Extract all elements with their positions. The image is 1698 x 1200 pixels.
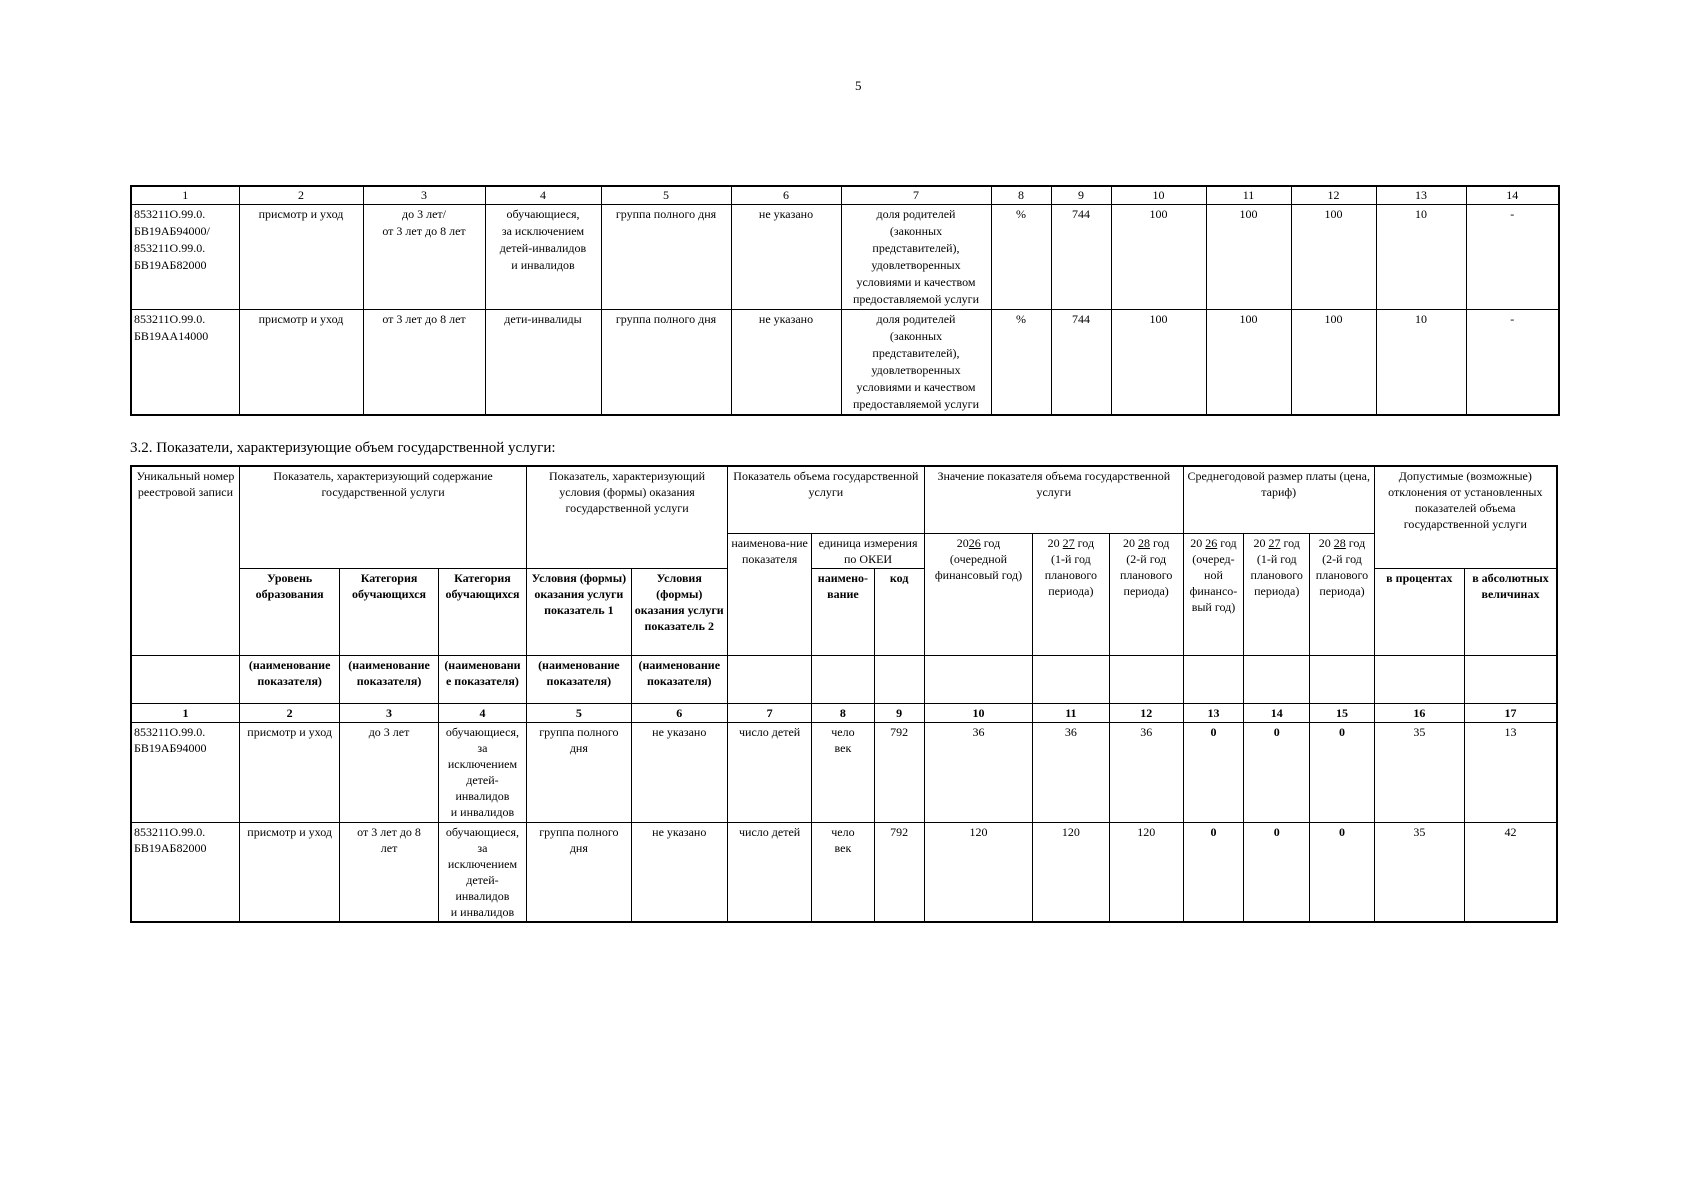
name-indicator-label: (наименование показателя) (631, 655, 727, 703)
name-indicator-label: (наименование показателя) (527, 655, 631, 703)
name-indicator-label (131, 655, 239, 703)
content-cell: присмотр и уход (239, 822, 339, 922)
unit-name-cell: чело век (812, 722, 874, 822)
fee3-number: 28 (1333, 535, 1346, 550)
avg-fee-header: Среднегодовой размер платы (цена, тариф) (1183, 466, 1374, 533)
unit-name-header: наимено-вание (812, 568, 874, 655)
unit-okei-header: единица измерения по ОКЕИ (812, 533, 924, 568)
empty-cell (1310, 655, 1374, 703)
volume-indicators-table (130, 465, 1558, 923)
col-num: 17 (1465, 703, 1558, 722)
fee-cell: 0 (1244, 822, 1310, 922)
col-num: 1 (131, 186, 239, 205)
age-cell: до 3 лет/ от 3 лет до 8 лет (363, 205, 485, 310)
value-cell: 100 (1206, 205, 1291, 310)
col-num: 11 (1033, 703, 1109, 722)
page-number: 5 (855, 78, 862, 93)
fee1-header (1183, 533, 1243, 655)
col-num: 14 (1466, 186, 1559, 205)
fee2-suffix: год (1283, 535, 1300, 550)
col-num: 13 (1376, 186, 1466, 205)
fee1-suffix: год (1220, 535, 1237, 550)
col-num: 4 (438, 703, 526, 722)
volume-indicator-header: Показатель объема государственной услуги (727, 466, 924, 533)
content-cell: присмотр и уход (239, 722, 339, 822)
deviation-abs-cell: 42 (1465, 822, 1558, 922)
empty-cell (812, 655, 874, 703)
category2-header: Категория обучающихся (438, 568, 526, 655)
unit-code-header: код (874, 568, 924, 655)
year3-prefix: 20 (1122, 535, 1135, 550)
condition-cell: группа полного дня (527, 822, 631, 922)
condition2-cell: не указано (631, 722, 727, 822)
year1-number: 26 (968, 535, 981, 550)
year1-prefix: 20 (956, 535, 969, 550)
empty-cell (874, 655, 924, 703)
fee3-prefix: 20 (1318, 535, 1331, 550)
fee1-desc: (очеред-ной финансо-вый год) (1189, 551, 1238, 614)
value-cell: 100 (1291, 310, 1376, 416)
col-num: 13 (1183, 703, 1243, 722)
table-row (131, 205, 1559, 310)
content-cell: присмотр и уход (239, 310, 363, 416)
condition2-cell: не указано (731, 310, 841, 416)
category-cell: дети-инвалиды (485, 310, 601, 416)
empty-cell (1183, 655, 1243, 703)
value-cell: 120 (924, 822, 1032, 922)
year2-desc: (1-й год планового периода) (1044, 551, 1098, 598)
col-num: 5 (527, 703, 631, 722)
category-cell: обучающиеся, за исключением детей- инвалидов и инвалидов (438, 822, 526, 922)
volume-value-header: Значение показателя объема государственной услуги (924, 466, 1183, 533)
fee-cell: 0 (1183, 722, 1243, 822)
age-cell: от 3 лет до 8 лет (340, 822, 438, 922)
col-num: 4 (485, 186, 601, 205)
indicator-name-cell: число детей (727, 822, 811, 922)
empty-cell (1465, 655, 1558, 703)
condition-cell: группа полного дня (527, 722, 631, 822)
year2-header (1033, 533, 1109, 655)
col-num: 3 (363, 186, 485, 205)
col-num: 6 (631, 703, 727, 722)
year3-suffix: год (1152, 535, 1170, 550)
unit-code-cell: 792 (874, 722, 924, 822)
condition2-cell: не указано (731, 205, 841, 310)
unit-code-cell: 792 (874, 822, 924, 922)
deviation-pct-cell: 10 (1376, 310, 1466, 416)
fee2-desc: (1-й год планового периода) (1250, 551, 1303, 598)
column-numbers-row (131, 703, 1557, 722)
empty-cell (1109, 655, 1183, 703)
col-num: 16 (1374, 703, 1464, 722)
column-numbers-row (131, 186, 1559, 205)
registry-code: 853211О.99.0. БВ19АБ94000 (131, 722, 239, 822)
col-num: 7 (727, 703, 811, 722)
age-cell: от 3 лет до 8 лет (363, 310, 485, 416)
year3-number: 28 (1137, 535, 1150, 550)
condition-cell: группа полного дня (601, 310, 731, 416)
empty-cell (727, 655, 811, 703)
allowed-deviation-header: Допустимые (возможные) отклонения от установленных показателей объема государственной услуги (1374, 466, 1557, 533)
fee2-header (1244, 533, 1310, 655)
name-indicator-label: (наименование показателя) (340, 655, 438, 703)
condition2-header: Условия (формы) оказания услуги показатель 2 (631, 568, 727, 655)
col-num: 6 (731, 186, 841, 205)
quality-indicators-table (130, 185, 1560, 416)
level-header: Уровень образования (239, 568, 339, 655)
section-title: 3.2. Показатели, характеризующие объем государственной услуги: (130, 440, 556, 456)
unit-name-cell: чело век (812, 822, 874, 922)
okei-cell: 744 (1051, 310, 1111, 416)
empty-cell (1033, 655, 1109, 703)
col-num: 9 (874, 703, 924, 722)
value-cell: 100 (1291, 205, 1376, 310)
indicator-name-cell: число детей (727, 722, 811, 822)
age-cell: до 3 лет (340, 722, 438, 822)
col-num: 5 (601, 186, 731, 205)
header-row (131, 466, 1557, 533)
name-indicator-label: (наименование показателя) (239, 655, 339, 703)
year2-suffix: год (1077, 535, 1095, 550)
fee-cell: 0 (1310, 722, 1374, 822)
col-num: 3 (340, 703, 438, 722)
fee-cell: 0 (1183, 822, 1243, 922)
unique-number-header: Уникальный номер реестровой записи (131, 466, 239, 655)
registry-code: 853211О.99.0. БВ19АБ82000 (131, 822, 239, 922)
col-num: 12 (1109, 703, 1183, 722)
col-num: 10 (924, 703, 1032, 722)
indicator-name-header: наименова-ние показателя (727, 533, 811, 655)
deviation-abs-cell: - (1466, 310, 1559, 416)
col-num: 10 (1111, 186, 1206, 205)
deviation-pct-cell: 35 (1374, 822, 1464, 922)
allowed-deviation-spacer (1374, 533, 1557, 568)
fee-cell: 0 (1244, 722, 1310, 822)
content-indicator-header: Показатель, характеризующий содержание государственной услуги (239, 466, 526, 568)
col-num: 2 (239, 186, 363, 205)
value-cell: 120 (1033, 822, 1109, 922)
value-cell: 36 (924, 722, 1032, 822)
category1-header: Категория обучающихся (340, 568, 438, 655)
table-row (131, 822, 1557, 922)
in-absolute-header: в абсолютных величинах (1465, 568, 1558, 655)
unit-cell: % (991, 205, 1051, 310)
header-row (131, 655, 1557, 703)
year3-desc: (2-й год планового периода) (1120, 551, 1173, 598)
deviation-pct-cell: 10 (1376, 205, 1466, 310)
col-num: 15 (1310, 703, 1374, 722)
fee-cell: 0 (1310, 822, 1374, 922)
category-cell: обучающиеся, за исключением детей- инвалидов и инвалидов (438, 722, 526, 822)
content-cell: присмотр и уход (239, 205, 363, 310)
indicator-cell: доля родителей (законных представителей), удовлетворенных условиями и качеством предоставляемой услуги (841, 310, 991, 416)
value-cell: 120 (1109, 822, 1183, 922)
value-cell: 100 (1206, 310, 1291, 416)
year1-suffix: год (983, 535, 1001, 550)
empty-cell (924, 655, 1032, 703)
conditions-indicator-header: Показатель, характеризующий условия (формы) оказания государственной услуги (527, 466, 728, 568)
registry-code: 853211О.99.0. БВ19АА14000 (131, 310, 239, 416)
fee3-header (1310, 533, 1374, 655)
condition1-header: Условия (формы) оказания услуги показатель 1 (527, 568, 631, 655)
col-num: 2 (239, 703, 339, 722)
year2-prefix: 20 (1047, 535, 1060, 550)
table-row (131, 722, 1557, 822)
fee2-prefix: 20 (1253, 535, 1266, 550)
fee1-prefix: 20 (1190, 535, 1203, 550)
col-num: 7 (841, 186, 991, 205)
empty-cell (1374, 655, 1464, 703)
okei-cell: 744 (1051, 205, 1111, 310)
col-num: 11 (1206, 186, 1291, 205)
col-num: 12 (1291, 186, 1376, 205)
deviation-abs-cell: 13 (1465, 722, 1558, 822)
in-percent-header: в процентах (1374, 568, 1464, 655)
indicator-cell: доля родителей (законных представителей), удовлетворенных условиями и качеством предоставляемой услуги (841, 205, 991, 310)
fee1-number: 26 (1205, 535, 1218, 550)
value-cell: 36 (1033, 722, 1109, 822)
name-indicator-label: (наименовани е показателя) (438, 655, 526, 703)
col-num: 1 (131, 703, 239, 722)
year3-header (1109, 533, 1183, 655)
registry-code: 853211О.99.0. БВ19АБ94000/ 853211О.99.0. БВ19АБ82000 (131, 205, 239, 310)
fee3-desc: (2-й год планового периода) (1315, 551, 1369, 598)
unit-cell: % (991, 310, 1051, 416)
condition-cell: группа полного дня (601, 205, 731, 310)
empty-cell (1244, 655, 1310, 703)
year2-number: 27 (1062, 535, 1075, 550)
value-cell: 36 (1109, 722, 1183, 822)
condition2-cell: не указано (631, 822, 727, 922)
deviation-pct-cell: 35 (1374, 722, 1464, 822)
fee3-suffix: год (1348, 535, 1366, 550)
deviation-abs-cell: - (1466, 205, 1559, 310)
year1-desc: (очередной финансовый год) (934, 551, 1023, 582)
year1-header (924, 533, 1032, 655)
col-num: 14 (1244, 703, 1310, 722)
value-cell: 100 (1111, 205, 1206, 310)
fee2-number: 27 (1268, 535, 1281, 550)
table-row (131, 310, 1559, 416)
col-num: 8 (991, 186, 1051, 205)
category-cell: обучающиеся, за исключением детей-инвалидов и инвалидов (485, 205, 601, 310)
col-num: 8 (812, 703, 874, 722)
value-cell: 100 (1111, 310, 1206, 416)
col-num: 9 (1051, 186, 1111, 205)
